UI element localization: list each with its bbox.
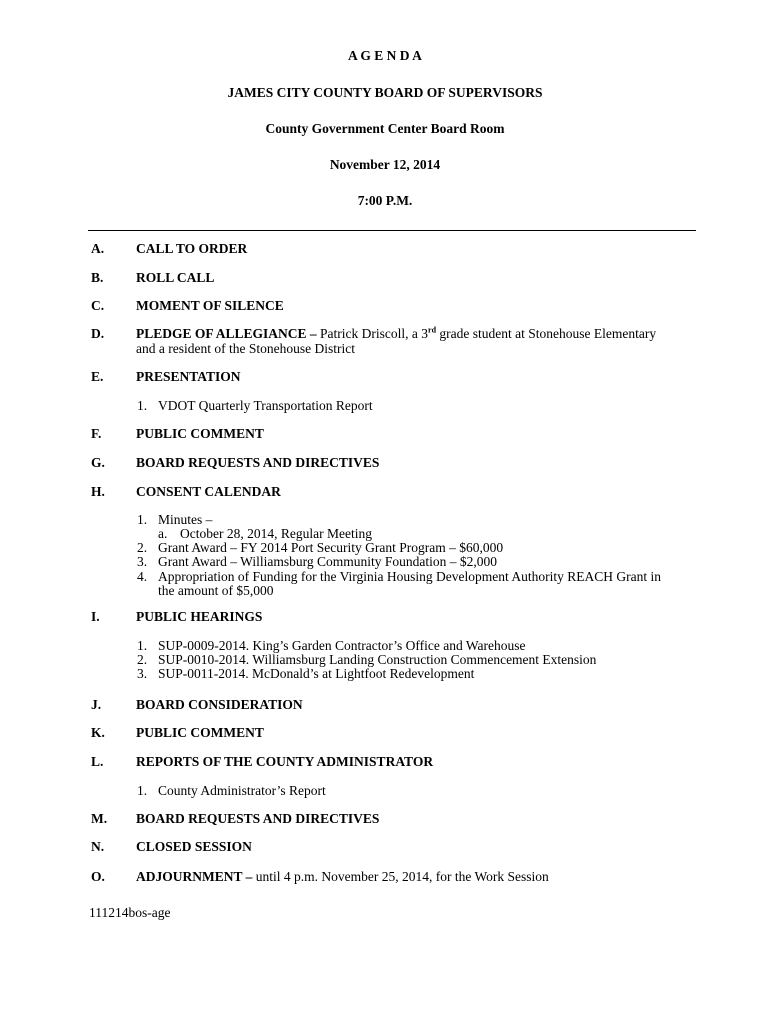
header-divider	[88, 230, 696, 231]
ordinal-suffix: rd	[428, 325, 437, 335]
section-detail-continuation: and a resident of the Stonehouse District	[136, 341, 355, 356]
section-title: BOARD REQUESTS AND DIRECTIVES	[136, 811, 380, 826]
list-item-continuation: the amount of $5,000	[158, 583, 274, 598]
section-title-text: PLEDGE OF ALLEGIANCE –	[136, 326, 317, 341]
item-text: County Administrator’s Report	[158, 783, 326, 798]
item-text: Grant Award – FY 2014 Port Security Grant Program – $60,000	[158, 540, 504, 555]
item-number: 1.	[137, 783, 148, 798]
section-title: PUBLIC COMMENT	[136, 725, 264, 740]
section-letter: O.	[91, 869, 105, 884]
item-text: Appropriation of Funding for the Virginia Housing Development Authority REACH Grant in	[158, 569, 662, 584]
agenda-heading: A G E N D A	[348, 48, 422, 63]
section-letter: A.	[91, 241, 105, 256]
item-number: 2.	[137, 540, 148, 555]
section-letter: N.	[91, 839, 105, 854]
section-letter: M.	[91, 811, 108, 826]
section-letter: J.	[91, 697, 102, 712]
list-item	[137, 783, 326, 799]
section-title: PRESENTATION	[136, 369, 241, 384]
item-number: 1.	[137, 398, 148, 413]
section-letter: H.	[91, 484, 105, 499]
section-letter: D.	[91, 326, 105, 341]
item-number: 1.	[137, 638, 148, 653]
section-detail: until 4 p.m. November 25, 2014, for the Work Session	[252, 869, 549, 884]
section-title: CONSENT CALENDAR	[136, 484, 281, 499]
item-text: VDOT Quarterly Transportation Report	[158, 398, 373, 413]
section-title: ROLL CALL	[136, 270, 215, 285]
section-letter: B.	[91, 270, 104, 285]
section-letter: G.	[91, 455, 105, 470]
section-title: BOARD REQUESTS AND DIRECTIVES	[136, 455, 380, 470]
section-title	[136, 326, 656, 342]
section-title: BOARD CONSIDERATION	[136, 697, 303, 712]
section-title-text: ADJOURNMENT –	[136, 869, 253, 884]
list-item	[137, 554, 497, 570]
item-text: SUP-0009-2014. King’s Garden Contractor’s Office and Warehouse	[158, 638, 526, 653]
section-title: CLOSED SESSION	[136, 839, 252, 854]
section-letter: I.	[91, 609, 100, 624]
item-number: 3.	[137, 666, 148, 681]
board-name: JAMES CITY COUNTY BOARD OF SUPERVISORS	[227, 85, 543, 100]
section-title: PUBLIC HEARINGS	[136, 609, 263, 624]
section-letter: F.	[91, 426, 102, 441]
item-text: Minutes –	[158, 512, 213, 527]
section-letter: L.	[91, 754, 104, 769]
section-detail: Patrick Driscoll, a 3	[316, 326, 429, 341]
item-number: 2.	[137, 652, 148, 667]
section-title	[136, 869, 549, 885]
document-id-footer: 111214bos-age	[89, 905, 171, 920]
section-letter: E.	[91, 369, 104, 384]
section-title: CALL TO ORDER	[136, 241, 248, 256]
section-title: REPORTS OF THE COUNTY ADMINISTRATOR	[136, 754, 434, 769]
meeting-location: County Government Center Board Room	[265, 121, 505, 136]
section-letter: C.	[91, 298, 105, 313]
item-number: 4.	[137, 569, 148, 584]
item-text: Grant Award – Williamsburg Community Foundation – $2,000	[158, 554, 497, 569]
section-detail-rest: grade student at Stonehouse Elementary	[436, 326, 657, 341]
item-number: 3.	[137, 554, 148, 569]
meeting-time: 7:00 P.M.	[357, 193, 413, 208]
section-title: PUBLIC COMMENT	[136, 426, 264, 441]
list-item	[137, 398, 373, 414]
item-text: SUP-0010-2014. Williamsburg Landing Construction Commencement Extension	[158, 652, 597, 667]
item-letter: a.	[158, 526, 168, 541]
section-letter: K.	[91, 725, 105, 740]
meeting-date: November 12, 2014	[329, 157, 441, 172]
item-text: SUP-0011-2014. McDonald’s at Lightfoot Redevelopment	[158, 666, 475, 681]
item-text: October 28, 2014, Regular Meeting	[180, 526, 372, 541]
section-title: MOMENT OF SILENCE	[136, 298, 284, 313]
item-number: 1.	[137, 512, 148, 527]
list-item	[137, 666, 474, 682]
